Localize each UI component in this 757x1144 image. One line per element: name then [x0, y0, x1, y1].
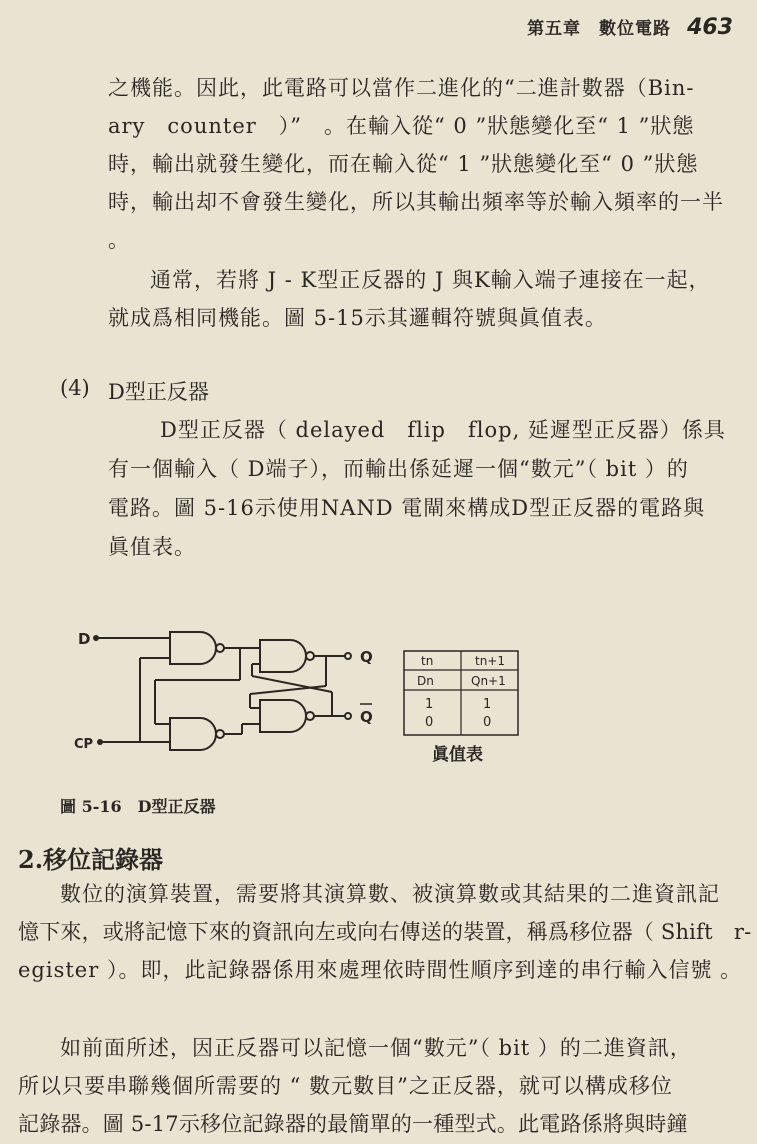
section-title: D型正反器	[108, 380, 209, 404]
text-line: 數位的演算裝置，需要將其演算數、被演算數或其結果的二進資訊記	[60, 882, 720, 906]
nand-bubble-1	[216, 644, 224, 652]
tt-header-tn: tn	[421, 654, 434, 668]
tt-sub-qn1: Qn+1	[471, 674, 506, 688]
text-line: 如前面所述，因正反器可以記憶一個“數元”（ bit ）的二進資訊，	[60, 1036, 692, 1060]
text-line: 。	[108, 228, 130, 252]
text-line: 之機能。因此，此電路可以當作二進化的“二進計數器（Bin-	[108, 76, 695, 100]
nand-gate-1	[170, 632, 216, 664]
page-number: 463	[687, 15, 733, 40]
d-flipflop-circuit-diagram	[70, 620, 400, 760]
output-q-label: Q	[360, 648, 373, 666]
tt-cell: 1	[425, 697, 434, 712]
nand-bubble-2	[216, 730, 224, 738]
nand-bubble-4	[306, 712, 314, 720]
input-cp-label: CP	[74, 737, 94, 752]
input-d-label: D	[78, 630, 91, 648]
tt-header-tn1: tn+1	[475, 654, 505, 668]
tt-cell: 0	[483, 715, 492, 730]
nand-gate-2	[170, 718, 216, 750]
text-line: 時，輸出却不會發生變化，所以其輸出頻率等於輸入頻率的一半	[108, 190, 724, 214]
text-line: 憶下來，或將記憶下來的資訊向左或向右傳送的裝置，稱爲移位器（ Shift r-	[18, 920, 752, 944]
text-line: D型正反器（ delayed flip flop, 延遲型正反器）係具	[160, 418, 726, 442]
text-line: 所以只要串聯幾個所需要的 “ 數元數目”之正反器，就可以構成移位	[18, 1074, 673, 1098]
section-number: (4)	[60, 376, 90, 400]
tt-sub-dn: Dn	[417, 674, 434, 688]
chapter-title: 第五章 數位電路	[527, 19, 672, 39]
text-line: egister ）。即，此記錄器係用來處理依時間性順序到達的串行輸入信號 。	[18, 958, 743, 982]
output-qbar-label: Q	[360, 708, 373, 726]
section-heading: 2.移位記錄器	[18, 845, 164, 874]
tt-cell: 1	[483, 697, 492, 712]
text-line: 記錄器。圖 5-17示移位記錄器的最簡單的一種型式。此電路係將與時鐘	[18, 1112, 688, 1136]
text-line: ary counter ）” 。在輸入從“ 0 ”狀態變化至“ 1 ”狀態	[108, 114, 695, 138]
truth-table-label: 眞值表	[432, 745, 483, 765]
nand-gate-3	[260, 640, 306, 672]
output-terminal-qbar	[345, 713, 351, 719]
figure-caption: 圖 5-16 D型正反器	[60, 797, 216, 816]
text-line: 時，輸出就發生變化，而在輸入從“ 1 ”狀態變化至“ 0 ”狀態	[108, 152, 699, 176]
tt-cell: 0	[425, 715, 434, 730]
nand-bubble-3	[306, 652, 314, 660]
page-header	[527, 14, 733, 44]
text-line: 就成爲相同機能。圖 5-15示其邏輯符號與眞值表。	[108, 306, 607, 330]
text-line: 電路。圖 5-16示使用NAND 電閘來構成D型正反器的電路與	[108, 496, 706, 520]
text-line: 有一個輸入（ D端子），而輸出係延遲一個“數元”（ bit ）的	[108, 457, 689, 481]
truth-table	[403, 650, 519, 736]
text-line: 通常，若將 J - K型正反器的 J 與K輸入端子連接在一起，	[150, 268, 711, 292]
text-line: 眞值表。	[108, 535, 196, 559]
output-terminal-q	[345, 653, 351, 659]
nand-gate-4	[260, 700, 306, 732]
